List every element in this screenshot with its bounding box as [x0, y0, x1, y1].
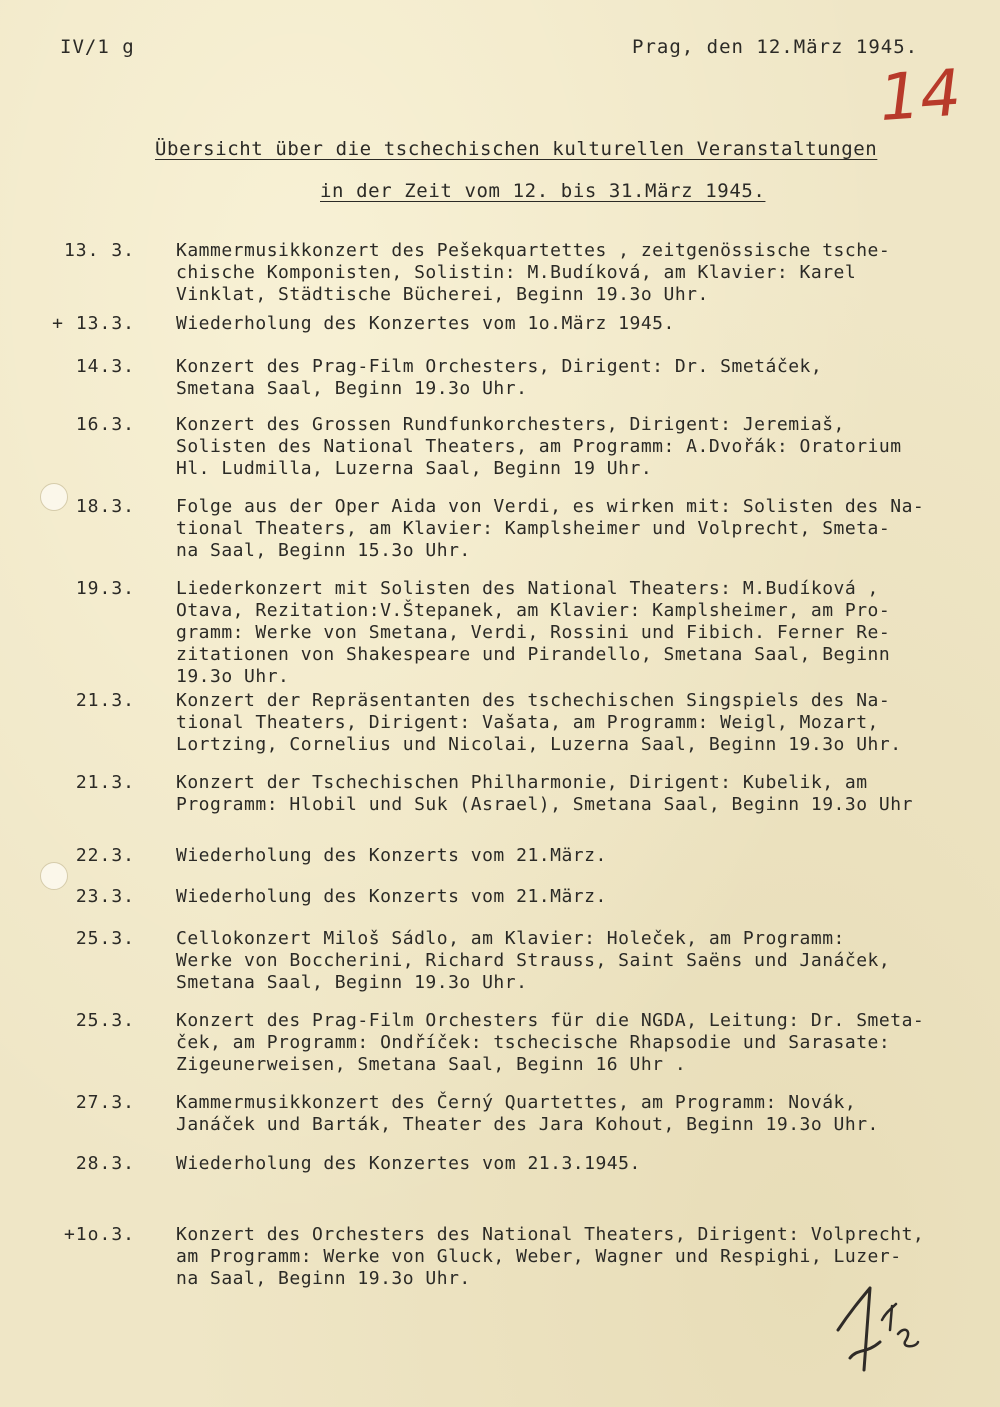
event-text: Konzert des Orchesters des National Theaters, Dirigent: Volprecht, am Programm: Werke von Gluck, Weber, Wagner und Respighi, Luzer- na Saal, Beginn 19.3o Uhr. — [176, 1224, 925, 1289]
event-text: Cellokonzert Miloš Sádlo, am Klavier: Holeček, am Programm: Werke von Boccherini, Richard Strauss, Saint Saëns und Janáček, Smetana Saal, Beginn 19.3o Uhr. — [176, 928, 891, 993]
event-date: + 13.3. — [52, 313, 135, 334]
event-date: 22.3. — [75, 845, 135, 866]
event-text: Kammermusikkonzert des Pešekquartettes , zeitgenössische tsche- chische Komponisten, Solistin: M.Budíková, am Klavier: Karel Vinklat, Städtische Bücherei, Beginn 19.3o Uhr. — [176, 240, 891, 305]
event-date: 16.3. — [75, 414, 135, 435]
event-date: 28.3. — [75, 1153, 135, 1174]
event-date: 19.3. — [75, 578, 135, 599]
event-date: 13. 3. — [63, 240, 135, 261]
event-date: 21.3. — [75, 690, 135, 711]
handwritten-signature — [820, 1282, 940, 1372]
event-text: Wiederholung des Konzerts vom 21.März. — [176, 845, 607, 866]
event-date: 14.3. — [75, 356, 135, 377]
event-text: Konzert des Prag-Film Orchesters, Dirigent: Dr. Smetáček, Smetana Saal, Beginn 19.3o Uhr. — [176, 356, 823, 399]
event-text: Konzert der Tschechischen Philharmonie, Dirigent: Kubelik, am Programm: Hlobil und Suk (Asrael), Smetana Saal, Beginn 19.3o Uhr — [176, 772, 913, 815]
event-date: 27.3. — [75, 1092, 135, 1113]
document-title: Übersicht über die tschechischen kulturellen Veranstaltungen — [155, 138, 878, 160]
event-text: Konzert des Grossen Rundfunkorchesters, Dirigent: Jeremiaš, Solisten des National Theaters, am Programm: A.Dvořák: Oratorium Hl. Ludmilla, Luzerna Saal, Beginn 19 Uhr. — [176, 414, 902, 479]
event-date: 25.3. — [75, 928, 135, 949]
event-date: 18.3. — [75, 496, 135, 517]
reference-number: IV/1 g — [60, 36, 135, 58]
document-subtitle: in der Zeit vom 12. bis 31.März 1945. — [320, 180, 766, 202]
handwritten-folio-number: 14 — [876, 56, 964, 137]
event-text: Wiederholung des Konzerts vom 21.März. — [176, 886, 607, 907]
event-text: Folge aus der Oper Aida von Verdi, es wirken mit: Solisten des Na- tional Theaters, am Klavier: Kamplsheimer und Volprecht, Smeta- na Saal, Beginn 15.3o Uhr. — [176, 496, 925, 561]
event-text: Konzert der Repräsentanten des tschechischen Singspiels des Na- tional Theaters, Dirigent: Vašata, am Programm: Weigl, Mozart, Lortzing, Cornelius und Nicolai, Luzerna Saal, Beginn 19.3o Uhr. — [176, 690, 902, 755]
event-date: 21.3. — [75, 772, 135, 793]
place-date: Prag, den 12.März 1945. — [632, 36, 919, 58]
event-date: +1o.3. — [63, 1224, 135, 1245]
event-text: Liederkonzert mit Solisten des National Theaters: M.Budíková , Otava, Rezitation:V.Štepanek, am Klavier: Kamplsheimer, am Pro- gramm: Werke von Smetana, Verdi, Rossini und Fibich. Ferner Re- zitationen von Shakespeare und Pirandello, Smetana Saal, Beginn 19.3o Uhr. — [176, 578, 891, 687]
event-date: 25.3. — [75, 1010, 135, 1031]
event-text: Wiederholung des Konzertes vom 1o.März 1945. — [176, 313, 675, 334]
event-text: Konzert des Prag-Film Orchesters für die NGDA, Leitung: Dr. Smeta- ček, am Programm: Ondříček: tschecische Rhapsodie und Sarasate: Zigeunerweisen, Smetana Saal, Beginn 16 Uhr . — [176, 1010, 925, 1075]
event-date: 23.3. — [75, 886, 135, 907]
event-text: Kammermusikkonzert des Černý Quartettes, am Programm: Novák, Janáček und Barták, Theater des Jara Kohout, Beginn 19.3o Uhr. — [176, 1092, 879, 1135]
event-text: Wiederholung des Konzertes vom 21.3.1945. — [176, 1153, 641, 1174]
